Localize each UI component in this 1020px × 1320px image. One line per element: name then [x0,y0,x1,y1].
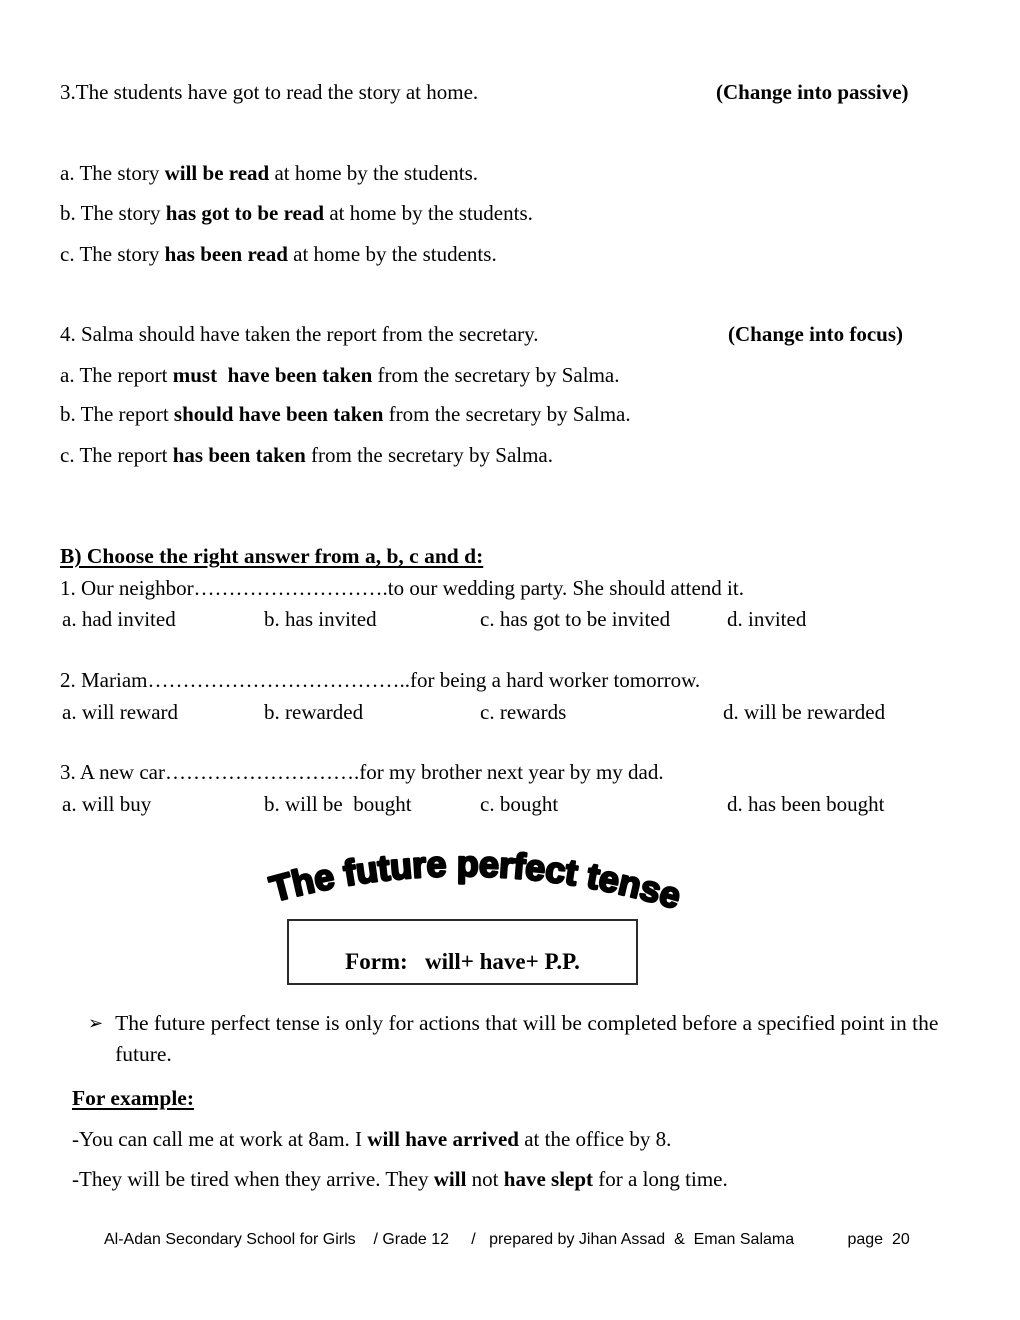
for-example-heading: For example: [72,1086,194,1110]
question-3-stem: 3.The students have got to read the story at home. [60,80,479,104]
page-footer: Al-Adan Secondary School for Girls / Grade 12 / prepared by Jihan Assad & Eman Salama page 20 [104,1231,910,1248]
svg-text:The future perfect tense [266,843,686,917]
mcq-1-option-d: d. invited [727,607,807,631]
mcq-3-option-b: b. will be bought [264,792,412,816]
mcq-2-option-c: c. rewards [480,700,567,724]
example-line-2: -They will be tired when they arrive. They will not have slept for a long time. [72,1167,728,1191]
question-4-instruction: (Change into focus) [728,322,904,346]
future-perfect-title-text: The future perfect tense [265,843,686,917]
mcq-3-option-a: a. will buy [62,792,152,816]
mcq-2-stem: 2. Mariam………………………………..for being a hard worker tomorrow. [60,668,701,692]
question-4-option-b: b. The report should have been taken from the secretary by Salma. [60,402,631,426]
question-4-option-c: c. The report has been taken from the secretary by Salma. [60,443,554,467]
question-3-instruction: (Change into passive) [716,80,909,104]
question-3-option-a: a. The story will be read at home by the students. [60,161,479,185]
question-4-stem: 4. Salma should have taken the report from the secretary. [60,322,539,346]
form-box [287,919,638,985]
question-3-option-b: b. The story has got to be read at home by the students. [60,201,533,225]
mcq-2-option-d: d. will be rewarded [723,700,886,724]
mcq-3-option-c: c. bought [480,792,559,816]
example-line-1: -You can call me at work at 8am. I will have arrived at the office by 8. [72,1127,672,1151]
future-perfect-title [252,836,722,926]
mcq-3-option-d: d. has been bought [727,792,885,816]
mcq-3-stem: 3. A new car……………………….for my brother next year by my dad. [60,760,664,784]
question-3-option-c: c. The story has been read at home by the students. [60,242,497,266]
form-box-text: Form: will+ have+ P.P. [345,949,580,974]
mcq-1-option-b: b. has invited [264,607,377,631]
mcq-2-option-a: a. will reward [62,700,179,724]
mcq-1-option-c: c. has got to be invited [480,607,671,631]
future-perfect-note [88,1008,968,1070]
mcq-2-option-b: b. rewarded [264,700,364,724]
arrow-bullet-icon: ➢ [88,1013,104,1034]
mcq-1-stem: 1. Our neighbor……………………….to our wedding party. She should attend it. [60,576,744,600]
mcq-1-option-a: a. had invited [62,607,176,631]
section-b-heading: B) Choose the right answer from a, b, c and d: [60,544,484,568]
future-perfect-note-text: The future perfect tense is only for actions that will be completed before a specified point in the future. [115,1011,939,1066]
question-4-option-a: a. The report must have been taken from the secretary by Salma. [60,363,620,387]
